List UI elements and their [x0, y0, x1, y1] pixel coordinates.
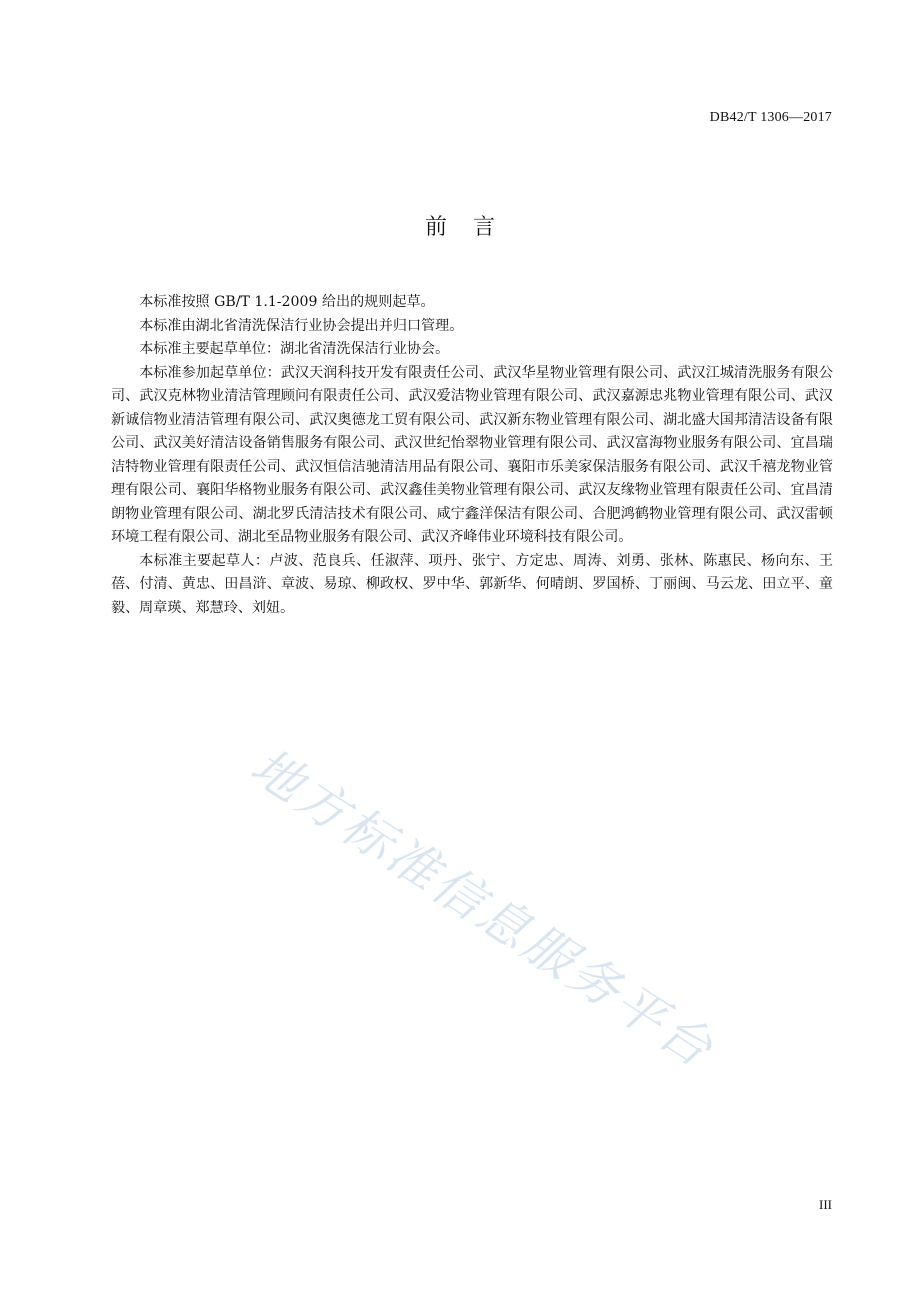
page-title: 前言: [424, 215, 521, 240]
page-number: III: [819, 1197, 832, 1212]
paragraph-main-drafting-unit: 本标准主要起草单位：湖北省清洗保洁行业协会。: [139, 341, 450, 357]
paragraph-participating-units: 本标准参加起草单位：武汉天润科技开发有限责任公司、武汉华星物业管理有限公司、武汉江城清洗服务有限公司、武汉克林物业清洁管理顾问有限责任公司、武汉爱洁物业管理有限公司、武汉嘉源忠兆物业管理有限公司、武汉新诚信物业清洁管理有限公司、武汉奥德龙工贸有限公司、武汉新东物业管理有限公司、湖北盛大国邦清洁设备有限公司、武汉美好清洁设备销售服务有限公司、武汉世纪怡翠物业管理有限公司、武汉富海物业服务有限公司、宜昌瑞洁特物业管理有限责任公司、武汉恒信洁驰清洁用品有限公司、襄阳市乐美家保洁服务有限公司、武汉千禧龙物业管理有限公司、襄阳华格物业服务有限公司、武汉鑫佳美物业管理有限公司、武汉友缘物业管理有限责任公司、宜昌清朗物业管理有限公司、湖北罗氏清洁技术有限公司、咸宁鑫洋保洁有限公司、合肥鸿鹤物业管理有限公司、武汉雷顿环境工程有限公司、湖北至品物业服务有限公司、武汉齐峰伟业环境科技有限公司。: [111, 364, 833, 545]
paragraph-proposer: 本标准由湖北省清洗保洁行业协会提出并归口管理。: [139, 317, 464, 334]
paragraph-drafting-rules: 本标准按照 GB/T 1.1-2009 给出的规则起草。: [139, 294, 435, 310]
watermark: 地方标准信息服务平台: [240, 736, 726, 1080]
foreword-body: [111, 291, 833, 620]
paragraph-main-drafters: 本标准主要起草人：卢波、范良兵、任淑萍、项丹、张宁、方定忠、周涛、刘勇、张林、陈惠民、杨向东、王蓓、付清、黄忠、田昌浒、章波、易琼、柳政权、罗中华、郭新华、何晴朗、罗国桥、丁丽闽、马云龙、田立平、童毅、周章瑛、郑慧玲、刘妞。: [111, 552, 833, 616]
document-code: DB42/T 1306—2017: [709, 110, 832, 125]
